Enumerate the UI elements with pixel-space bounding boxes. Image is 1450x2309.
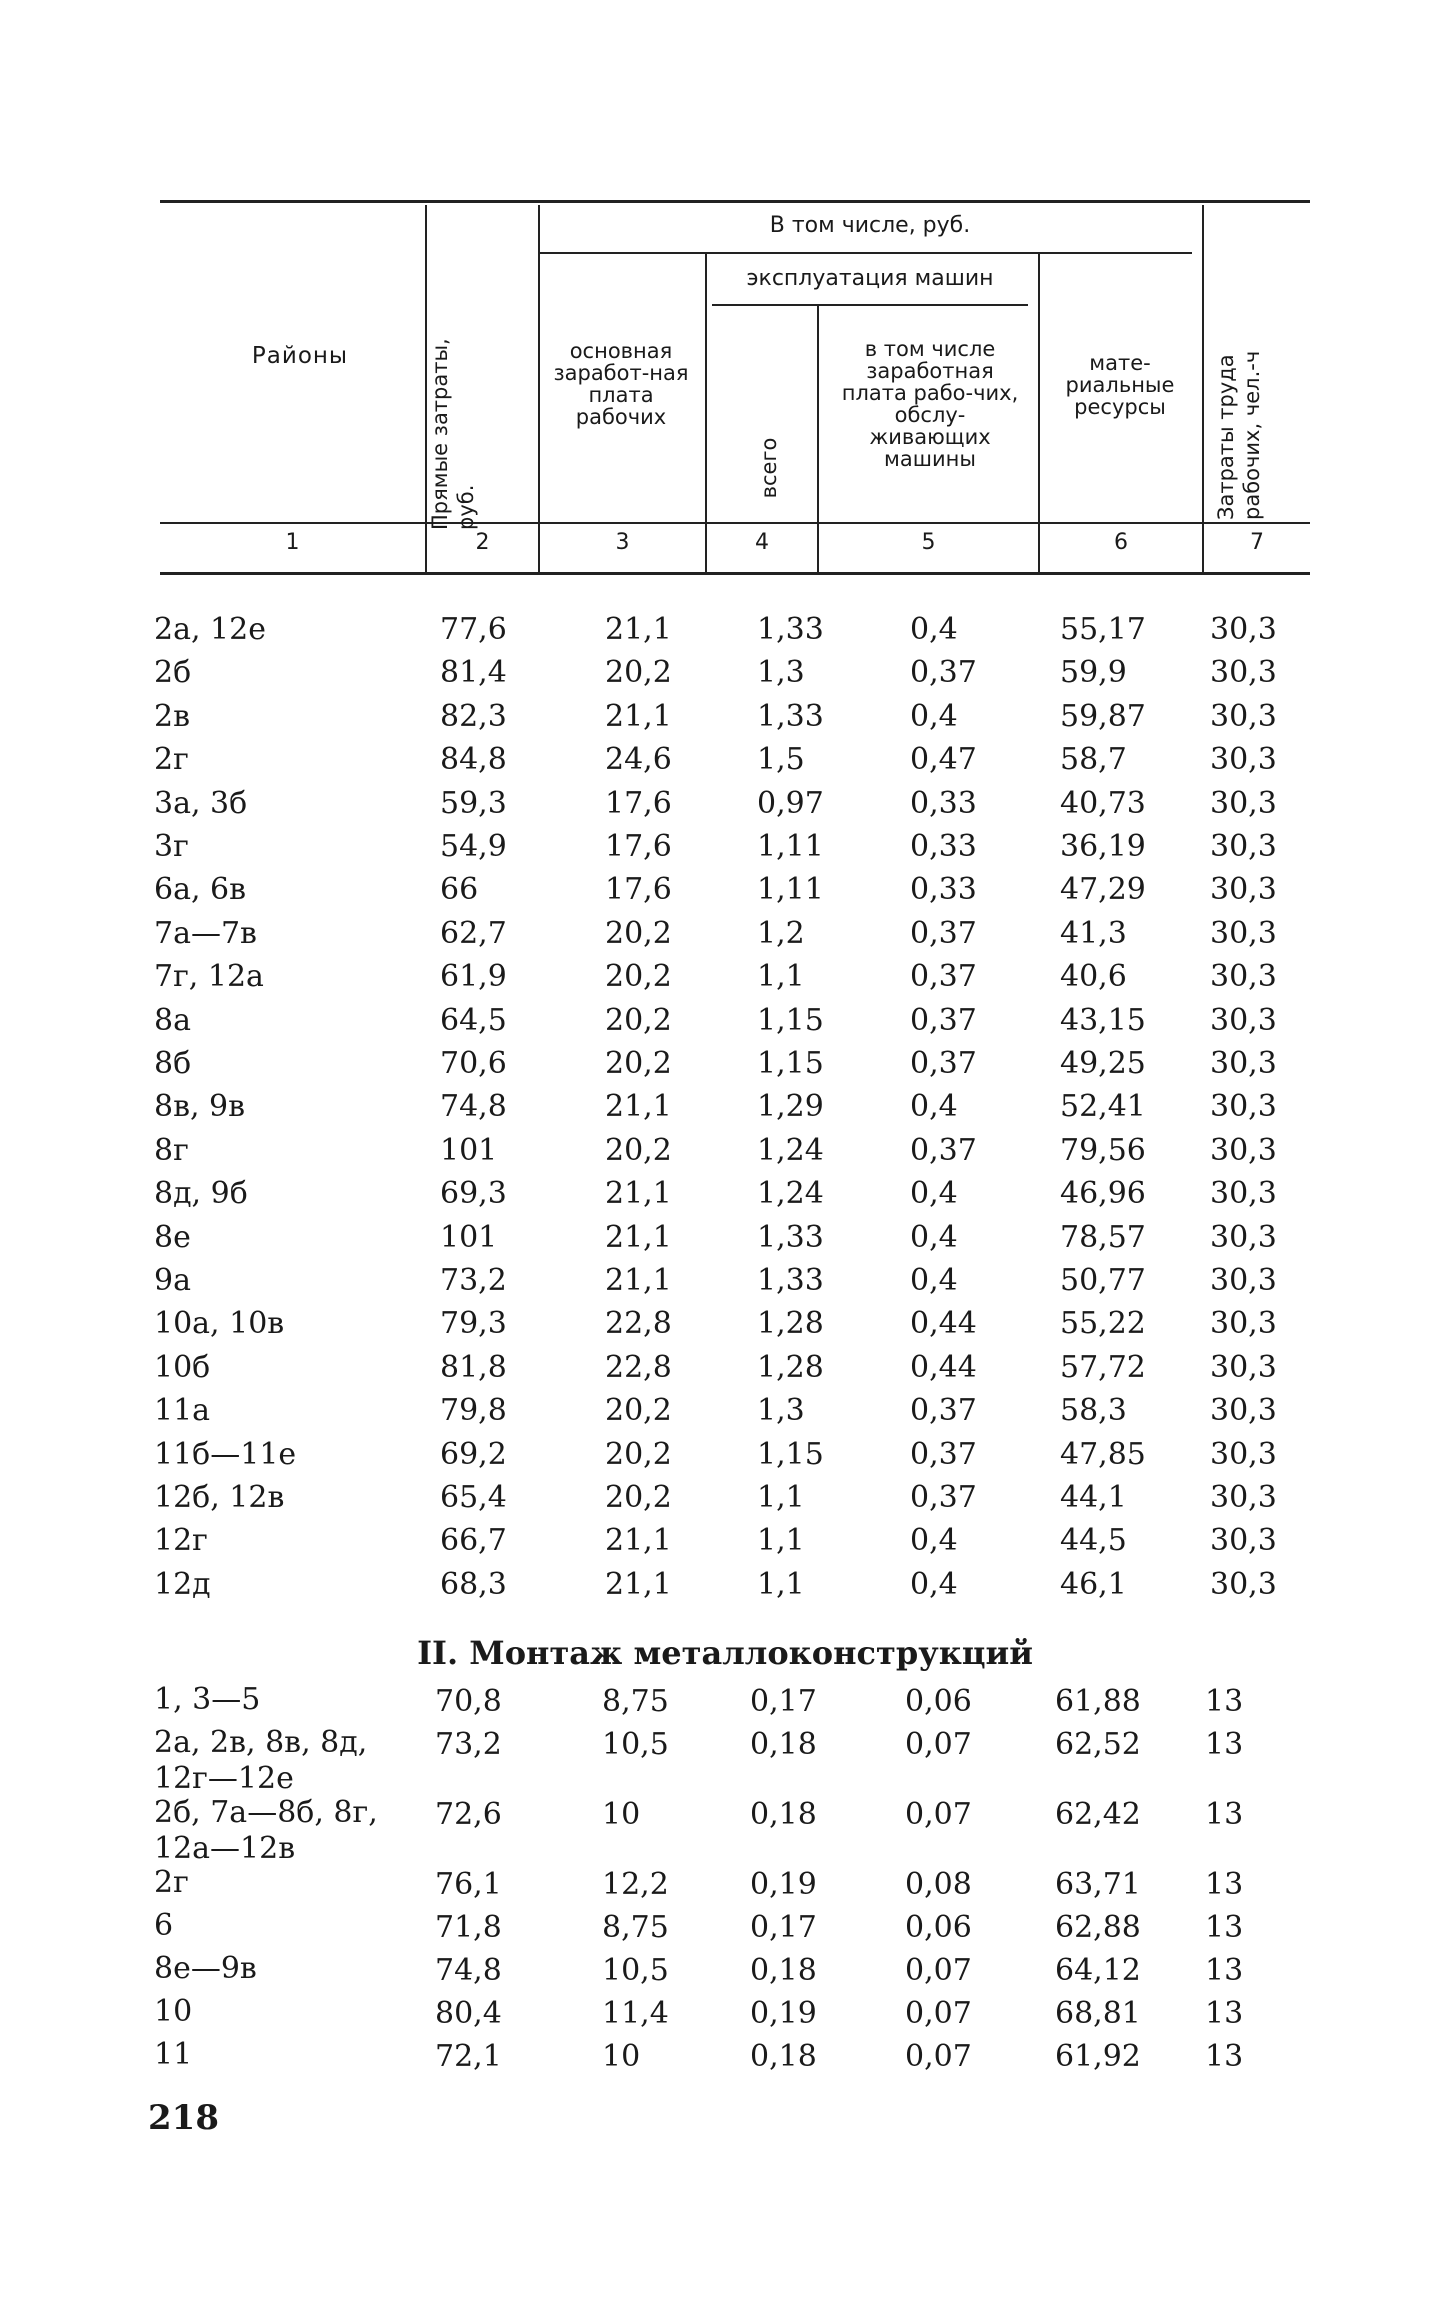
- value-cell-col7: 13: [1205, 1996, 1244, 2031]
- value-cell-col6: 68,81: [1055, 1996, 1141, 2031]
- value-cell-col7: 13: [1205, 1727, 1244, 1762]
- value-cell-col3: 22,8: [605, 1349, 672, 1385]
- value-cell-col5: 0,37: [910, 1436, 977, 1472]
- value-cell-col2: 81,8: [440, 1349, 507, 1385]
- value-cell-col4: 1,33: [757, 1263, 824, 1298]
- value-cell-col3: 21,1: [605, 1523, 672, 1559]
- value-cell-col5: 0,37: [910, 1132, 977, 1168]
- value-cell-col7: 13: [1205, 1867, 1244, 1902]
- header-col1: Районы: [251, 343, 349, 369]
- value-cell-col7: 30,3: [1210, 1480, 1277, 1515]
- table-row: [0, 1478, 1450, 1518]
- value-cell-col7: 30,3: [1210, 872, 1277, 908]
- value-cell-col4: 1,33: [757, 1219, 824, 1255]
- value-cell-col5: 0,4: [910, 1089, 958, 1125]
- region-cell: 8е—9в: [154, 1951, 257, 1986]
- value-cell-col4: 1,29: [757, 1089, 824, 1125]
- value-cell-col7: 30,3: [1210, 742, 1277, 778]
- region-cell: 10а, 10в: [154, 1306, 285, 1342]
- value-cell-col3: 20,2: [605, 1393, 672, 1429]
- table-row: [0, 1565, 1450, 1605]
- region-cell: 2г: [154, 742, 189, 778]
- value-cell-col6: 43,15: [1060, 1002, 1146, 1038]
- value-cell-col7: 13: [1205, 1953, 1244, 1988]
- header-col6: мате-риальные ресурсы: [1065, 351, 1175, 419]
- value-cell-col4: 1,15: [757, 1436, 824, 1472]
- region-cell: 8б: [154, 1046, 192, 1081]
- value-cell-col7: 30,3: [1210, 1523, 1277, 1559]
- value-cell-col4: 1,3: [757, 655, 805, 691]
- value-cell-col2: 69,2: [440, 1436, 507, 1472]
- region-cell: 8е: [154, 1219, 191, 1255]
- region-cell: 7г, 12а: [154, 959, 264, 995]
- value-cell-col7: 30,3: [1210, 959, 1277, 995]
- value-cell-col6: 55,17: [1060, 612, 1146, 647]
- table-top-rule: [160, 200, 1310, 203]
- value-cell-col4: 1,3: [757, 1393, 805, 1429]
- value-cell-col5: 0,07: [905, 1727, 972, 1762]
- value-cell-col4: 1,1: [757, 1566, 805, 1602]
- value-cell-col7: 13: [1205, 1910, 1244, 1945]
- value-cell-col4: 1,15: [757, 1002, 824, 1038]
- region-cell: 11б—11е: [154, 1436, 297, 1472]
- value-cell-col7: 30,3: [1210, 612, 1277, 647]
- value-cell-col5: 0,44: [910, 1349, 977, 1385]
- value-cell-col3: 21,1: [605, 1219, 672, 1255]
- value-cell-col4: 1,11: [757, 872, 824, 908]
- value-cell-col6: 57,72: [1060, 1349, 1146, 1385]
- value-cell-col6: 52,41: [1060, 1089, 1146, 1125]
- table-row: [0, 610, 1450, 650]
- value-cell-col5: 0,07: [905, 1996, 972, 2031]
- value-cell-col3: 8,75: [602, 1910, 669, 1945]
- value-cell-col7: 13: [1205, 1797, 1244, 1832]
- value-cell-col2: 79,8: [440, 1393, 507, 1429]
- value-cell-col2: 70,8: [435, 1684, 502, 1719]
- value-cell-col5: 0,08: [905, 1867, 972, 1902]
- value-cell-col5: 0,33: [910, 829, 977, 864]
- value-cell-col6: 62,42: [1055, 1797, 1141, 1832]
- value-cell-col3: 21,1: [605, 1176, 672, 1212]
- value-cell-col3: 20,2: [605, 959, 672, 995]
- value-cell-col4: 1,11: [757, 829, 824, 864]
- header-group: В том числе, руб.: [769, 213, 971, 238]
- value-cell-col5: 0,4: [910, 698, 958, 734]
- value-cell-col7: 30,3: [1210, 785, 1277, 821]
- table-row: [0, 1261, 1450, 1301]
- table-row: [0, 1348, 1450, 1388]
- region-cell: 9а: [154, 1263, 191, 1298]
- value-cell-col3: 21,1: [605, 1263, 672, 1298]
- value-cell-col5: 0,07: [905, 1953, 972, 1988]
- value-cell-col6: 46,1: [1060, 1566, 1127, 1602]
- value-cell-col3: 11,4: [602, 1996, 669, 2031]
- region-cell: 8д, 9б: [154, 1176, 248, 1212]
- table-row: [0, 1951, 1450, 1991]
- value-cell-col7: 30,3: [1210, 1306, 1277, 1342]
- value-cell-col6: 44,1: [1060, 1480, 1127, 1515]
- value-cell-col4: 1,2: [757, 915, 805, 951]
- table-row: [0, 1001, 1450, 1041]
- table-row: [0, 914, 1450, 954]
- column-number-7: 7: [1250, 530, 1264, 555]
- value-cell-col3: 17,6: [605, 872, 672, 908]
- col-divider-2: [538, 205, 540, 572]
- value-cell-col2: 73,2: [435, 1727, 502, 1762]
- value-cell-col5: 0,4: [910, 1176, 958, 1212]
- column-number-4: 4: [755, 530, 769, 555]
- value-cell-col3: 12,2: [602, 1867, 669, 1902]
- value-cell-col3: 21,1: [605, 1566, 672, 1602]
- value-cell-col3: 21,1: [605, 612, 672, 647]
- value-cell-col5: 0,37: [910, 959, 977, 995]
- value-cell-col3: 10: [602, 2039, 641, 2074]
- value-cell-col5: 0,33: [910, 872, 977, 908]
- value-cell-col5: 0,06: [905, 1684, 972, 1719]
- value-cell-col4: 1,1: [757, 959, 805, 995]
- table-row: [0, 957, 1450, 997]
- value-cell-col6: 47,29: [1060, 872, 1146, 908]
- value-cell-col4: 1,1: [757, 1523, 805, 1559]
- header-col5: в том числе заработная плата рабо-чих, обслу-живающих машины: [841, 337, 1019, 471]
- value-cell-col4: 1,24: [757, 1132, 824, 1168]
- value-cell-col6: 58,3: [1060, 1393, 1127, 1429]
- value-cell-col7: 30,3: [1210, 915, 1277, 951]
- value-cell-col2: 71,8: [435, 1910, 502, 1945]
- value-cell-col6: 61,92: [1055, 2039, 1141, 2074]
- col-divider-3: [705, 254, 707, 572]
- value-cell-col2: 77,6: [440, 612, 507, 647]
- value-cell-col2: 84,8: [440, 742, 507, 778]
- region-cell: 2а, 2в, 8в, 8д, 12г—12е: [154, 1725, 368, 1796]
- column-number-2: 2: [475, 530, 490, 555]
- column-number-5: 5: [921, 530, 936, 555]
- value-cell-col5: 0,37: [910, 655, 977, 691]
- value-cell-col4: 0,18: [750, 1727, 817, 1762]
- value-cell-col4: 1,33: [757, 612, 824, 647]
- region-cell: 8в, 9в: [154, 1089, 246, 1125]
- value-cell-col6: 40,73: [1060, 785, 1146, 821]
- value-cell-col4: 1,1: [757, 1480, 805, 1515]
- value-cell-col3: 8,75: [602, 1684, 669, 1719]
- region-cell: 3а, 3б: [154, 785, 248, 821]
- value-cell-col6: 49,25: [1060, 1046, 1146, 1081]
- value-cell-col2: 82,3: [440, 698, 507, 734]
- region-cell: 6: [154, 1908, 174, 1943]
- value-cell-col2: 69,3: [440, 1176, 507, 1212]
- header-col2: Прямые затраты, руб.: [428, 338, 478, 530]
- table-row: [0, 1218, 1450, 1258]
- value-cell-col6: 46,96: [1060, 1176, 1146, 1212]
- value-cell-col7: 30,3: [1210, 1046, 1277, 1081]
- value-cell-col4: 1,15: [757, 1046, 824, 1081]
- value-cell-col3: 20,2: [605, 1480, 672, 1515]
- column-number-6: 6: [1114, 530, 1128, 555]
- page-number: 218: [148, 2098, 219, 2138]
- value-cell-col2: 59,3: [440, 785, 507, 821]
- region-cell: 2г: [154, 1865, 189, 1900]
- value-cell-col7: 30,3: [1210, 1132, 1277, 1168]
- value-cell-col7: 30,3: [1210, 1263, 1277, 1298]
- value-cell-col2: 66,7: [440, 1523, 507, 1559]
- region-cell: 6а, 6в: [154, 872, 247, 908]
- value-cell-col4: 0,19: [750, 1867, 817, 1902]
- value-cell-col5: 0,37: [910, 1480, 977, 1515]
- value-cell-col7: 13: [1205, 2039, 1244, 2074]
- value-cell-col5: 0,47: [910, 742, 977, 778]
- table-row: [0, 1682, 1450, 1722]
- value-cell-col7: 30,3: [1210, 655, 1277, 691]
- region-cell: 12б, 12в: [154, 1480, 285, 1515]
- value-cell-col6: 79,56: [1060, 1132, 1146, 1168]
- value-cell-col7: 30,3: [1210, 1176, 1277, 1212]
- region-cell: 11: [154, 2037, 193, 2072]
- value-cell-col6: 61,88: [1055, 1684, 1141, 1719]
- value-cell-col7: 30,3: [1210, 829, 1277, 864]
- value-cell-col3: 22,8: [605, 1306, 672, 1342]
- value-cell-col7: 30,3: [1210, 1349, 1277, 1385]
- value-cell-col2: 72,6: [435, 1797, 502, 1832]
- value-cell-col3: 17,6: [605, 785, 672, 821]
- region-cell: 2б, 7а—8б, 8г, 12а—12в: [154, 1795, 378, 1866]
- value-cell-col5: 0,33: [910, 785, 977, 821]
- value-cell-col7: 30,3: [1210, 1566, 1277, 1602]
- value-cell-col7: 30,3: [1210, 698, 1277, 734]
- value-cell-col6: 44,5: [1060, 1523, 1127, 1559]
- region-cell: 12д: [154, 1566, 211, 1602]
- table-row: [0, 1087, 1450, 1127]
- region-cell: 2в: [154, 698, 190, 734]
- table-row: [0, 1391, 1450, 1431]
- region-cell: 8г: [154, 1132, 189, 1168]
- col-divider-5: [1038, 254, 1040, 572]
- table-row: [0, 1131, 1450, 1171]
- region-cell: 3г: [154, 829, 189, 864]
- region-cell: 7а—7в: [154, 915, 257, 951]
- value-cell-col2: 81,4: [440, 655, 507, 691]
- value-cell-col3: 10,5: [602, 1953, 669, 1988]
- value-cell-col6: 36,19: [1060, 829, 1146, 864]
- value-cell-col6: 50,77: [1060, 1263, 1146, 1298]
- value-cell-col2: 73,2: [440, 1263, 507, 1298]
- value-cell-col5: 0,07: [905, 2039, 972, 2074]
- value-cell-col2: 101: [440, 1132, 498, 1168]
- value-cell-col7: 30,3: [1210, 1393, 1277, 1429]
- value-cell-col3: 21,1: [605, 1089, 672, 1125]
- value-cell-col6: 59,87: [1060, 698, 1146, 734]
- value-cell-col3: 21,1: [605, 698, 672, 734]
- value-cell-col3: 20,2: [605, 915, 672, 951]
- region-cell: 1, 3—5: [154, 1682, 261, 1717]
- table-row: [0, 740, 1450, 780]
- value-cell-col7: 30,3: [1210, 1219, 1277, 1255]
- value-cell-col5: 0,4: [910, 1263, 958, 1298]
- table-row: [0, 653, 1450, 693]
- value-cell-col3: 20,2: [605, 1132, 672, 1168]
- value-cell-col7: 30,3: [1210, 1089, 1277, 1125]
- value-cell-col5: 0,37: [910, 1002, 977, 1038]
- region-cell: 8а: [154, 1002, 191, 1038]
- value-cell-col5: 0,4: [910, 612, 958, 647]
- region-cell: 11а: [154, 1393, 211, 1429]
- value-cell-col6: 62,52: [1055, 1727, 1141, 1762]
- table-row: [0, 1435, 1450, 1475]
- value-cell-col5: 0,06: [905, 1910, 972, 1945]
- value-cell-col6: 41,3: [1060, 915, 1127, 951]
- value-cell-col3: 17,6: [605, 829, 672, 864]
- value-cell-col5: 0,37: [910, 1393, 977, 1429]
- value-cell-col4: 1,5: [757, 742, 805, 778]
- value-cell-col2: 68,3: [440, 1566, 507, 1602]
- column-numbers-rule: [160, 572, 1310, 575]
- column-number-1: 1: [285, 530, 300, 555]
- value-cell-col6: 64,12: [1055, 1953, 1141, 1988]
- table-row: [0, 1725, 1450, 1796]
- value-cell-col5: 0,37: [910, 915, 977, 951]
- value-cell-col2: 54,9: [440, 829, 507, 864]
- value-cell-col2: 64,5: [440, 1002, 507, 1038]
- value-cell-col3: 10,5: [602, 1727, 669, 1762]
- value-cell-col2: 72,1: [435, 2039, 502, 2074]
- value-cell-col6: 40,6: [1060, 959, 1127, 995]
- value-cell-col2: 74,8: [440, 1089, 507, 1125]
- header-col3: основная заработ-ная плата рабочих: [553, 339, 689, 429]
- value-cell-col2: 62,7: [440, 915, 507, 951]
- value-cell-col2: 61,9: [440, 959, 507, 995]
- value-cell-col6: 55,22: [1060, 1306, 1146, 1342]
- table-row: [0, 1795, 1450, 1866]
- value-cell-col6: 58,7: [1060, 742, 1127, 778]
- table-row: [0, 1304, 1450, 1344]
- region-cell: 2б: [154, 655, 192, 691]
- value-cell-col4: 0,17: [750, 1910, 817, 1945]
- table-row: [0, 827, 1450, 867]
- header-col7: Затраты труда рабочих, чел.-ч: [1214, 350, 1264, 520]
- value-cell-col3: 24,6: [605, 742, 672, 778]
- table-row: [0, 1865, 1450, 1905]
- value-cell-col5: 0,4: [910, 1523, 958, 1559]
- col-divider-6: [1202, 205, 1204, 572]
- value-cell-col2: 74,8: [435, 1953, 502, 1988]
- table-row: [0, 2037, 1450, 2077]
- value-cell-col2: 101: [440, 1219, 498, 1255]
- value-cell-col3: 20,2: [605, 1002, 672, 1038]
- value-cell-col4: 1,28: [757, 1306, 824, 1342]
- value-cell-col5: 0,37: [910, 1046, 977, 1081]
- value-cell-col5: 0,4: [910, 1566, 958, 1602]
- table-row: [0, 1994, 1450, 2034]
- value-cell-col2: 66: [440, 872, 479, 908]
- exploitation-underline: [712, 304, 1028, 306]
- value-cell-col6: 47,85: [1060, 1436, 1146, 1472]
- value-cell-col3: 20,2: [605, 655, 672, 691]
- header-bottom-rule: [160, 522, 1310, 524]
- value-cell-col2: 76,1: [435, 1867, 502, 1902]
- value-cell-col2: 79,3: [440, 1306, 507, 1342]
- value-cell-col2: 80,4: [435, 1996, 502, 2031]
- value-cell-col4: 1,33: [757, 698, 824, 734]
- value-cell-col4: 0,17: [750, 1684, 817, 1719]
- value-cell-col2: 70,6: [440, 1046, 507, 1081]
- region-cell: 10б: [154, 1349, 211, 1385]
- value-cell-col4: 0,18: [750, 1797, 817, 1832]
- value-cell-col2: 65,4: [440, 1480, 507, 1515]
- region-cell: 10: [154, 1994, 193, 2029]
- value-cell-col6: 63,71: [1055, 1867, 1141, 1902]
- value-cell-col4: 0,18: [750, 2039, 817, 2074]
- table-row: [0, 1044, 1450, 1084]
- value-cell-col3: 20,2: [605, 1436, 672, 1472]
- value-cell-col5: 0,4: [910, 1219, 958, 1255]
- table-row: [0, 1174, 1450, 1214]
- table-row: [0, 1521, 1450, 1561]
- value-cell-col5: 0,07: [905, 1797, 972, 1832]
- column-number-3: 3: [615, 530, 630, 555]
- table-row: [0, 870, 1450, 910]
- value-cell-col6: 78,57: [1060, 1219, 1146, 1255]
- region-cell: 12г: [154, 1523, 208, 1559]
- table-row: [0, 784, 1450, 824]
- value-cell-col3: 20,2: [605, 1046, 672, 1081]
- region-cell: 2а, 12е: [154, 612, 266, 647]
- header-exploitation: эксплуатация машин: [746, 266, 994, 291]
- value-cell-col4: 1,24: [757, 1176, 824, 1212]
- table-row: [0, 1908, 1450, 1948]
- value-cell-col7: 30,3: [1210, 1436, 1277, 1472]
- value-cell-col4: 0,18: [750, 1953, 817, 1988]
- value-cell-col7: 30,3: [1210, 1002, 1277, 1038]
- value-cell-col6: 62,88: [1055, 1910, 1141, 1945]
- value-cell-col5: 0,44: [910, 1306, 977, 1342]
- header-col4: всего: [757, 437, 781, 499]
- value-cell-col4: 1,28: [757, 1349, 824, 1385]
- value-cell-col7: 13: [1205, 1684, 1244, 1719]
- group-underline: [540, 252, 1192, 254]
- section2-title: II. Монтаж металлоконструкций: [417, 1634, 1033, 1672]
- table-row: [0, 697, 1450, 737]
- value-cell-col3: 10: [602, 1797, 641, 1832]
- value-cell-col4: 0,97: [757, 785, 824, 821]
- value-cell-col6: 59,9: [1060, 655, 1127, 691]
- value-cell-col4: 0,19: [750, 1996, 817, 2031]
